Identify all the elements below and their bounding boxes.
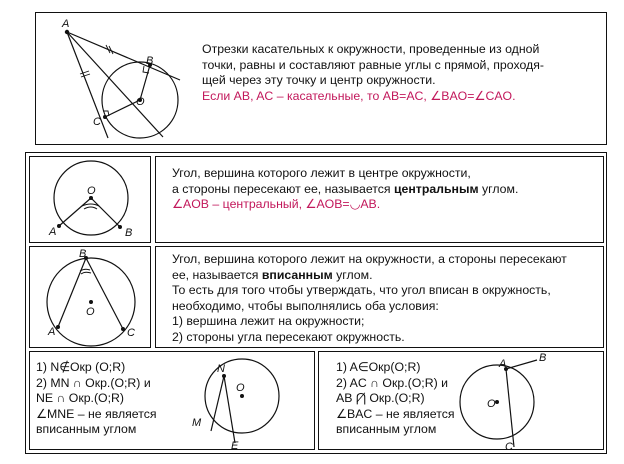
inscribed-line-2 bbox=[172, 268, 567, 284]
inscribed-line-6: 2) стороны угла пересекают окружность. bbox=[172, 329, 405, 344]
inscribed-line-5: 1) вершина лежит на окружности; bbox=[172, 314, 365, 328]
left-label-n: N bbox=[217, 363, 225, 375]
central-line-2-post: углом. bbox=[478, 181, 519, 196]
label-c: C bbox=[93, 116, 101, 128]
right-label-o: O bbox=[487, 398, 496, 410]
right-example-line-3: AB ⋂̸ Окр.(O;R) bbox=[336, 391, 425, 405]
inscribed-angle-diagram bbox=[29, 246, 151, 348]
tangent-formula: Если AB, AC – касательные, то AB=AC, ∠BAO=∠CAO. bbox=[202, 88, 516, 103]
central-angle-diagram bbox=[29, 156, 151, 243]
label-b: B bbox=[146, 55, 154, 67]
right-example-line-4: ∠BAC – не является bbox=[336, 406, 455, 421]
inscribed-line-1: Угол, вершина которого лежит на окружности, а стороны пересекают bbox=[172, 252, 567, 266]
left-example-line-4: ∠MNE – не является bbox=[36, 406, 157, 421]
central-text bbox=[172, 166, 518, 213]
left-label-m: M bbox=[192, 417, 202, 429]
right-example-diagram bbox=[455, 351, 595, 453]
left-example-text bbox=[36, 360, 157, 438]
inscribed-label-o: O bbox=[86, 306, 95, 318]
right-example-line-5: вписанным углом bbox=[336, 422, 437, 436]
inscribed-line-4: необходимо, чтобы выполнялись оба условия: bbox=[172, 298, 439, 313]
right-example-line-1: 1) A∈Окр(O;R) bbox=[336, 360, 421, 374]
central-label-b: B bbox=[125, 227, 133, 239]
tangent-text bbox=[202, 42, 544, 104]
inscribed-text bbox=[172, 252, 567, 345]
left-example-diagram bbox=[180, 351, 310, 450]
central-label-o: O bbox=[87, 185, 96, 197]
inscribed-line-2-post: углом. bbox=[332, 267, 373, 282]
right-example-text bbox=[336, 360, 455, 438]
inscribed-label-a: A bbox=[48, 326, 56, 338]
central-formula: ∠AOB – центральный, ∠AOB=◡AB. bbox=[172, 197, 381, 211]
left-example-line-3: NE ∩ Окр.(O;R) bbox=[36, 391, 125, 405]
tangent-line-1: Отрезки касательных к окружности, проведенные из одной bbox=[202, 42, 540, 56]
left-label-e: E bbox=[231, 440, 239, 452]
tangent-line-2: точки, равны и составляют равные углы с прямой, проходя- bbox=[202, 57, 544, 72]
left-example-line-5: вписанным углом bbox=[36, 422, 137, 436]
right-label-b: B bbox=[539, 352, 547, 364]
inscribed-line-3: То есть для того чтобы утверждать, что угол вписан в окружность, bbox=[172, 283, 551, 297]
tangent-line-3: щей через эту точку и центр окружности. bbox=[202, 73, 436, 87]
right-example-line-2: 2) AC ∩ Окр.(O;R) и bbox=[336, 375, 448, 390]
right-label-a: A bbox=[499, 358, 507, 370]
left-example-line-2: 2) MN ∩ Окр.(O;R) и bbox=[36, 375, 151, 390]
central-label-a: A bbox=[49, 226, 57, 238]
label-o: O bbox=[136, 96, 145, 108]
left-example-line-1: 1) N∉Окр (O;R) bbox=[36, 360, 126, 374]
label-a: A bbox=[62, 18, 70, 30]
central-term: центральным bbox=[393, 181, 479, 196]
inscribed-term: вписанным bbox=[261, 267, 333, 282]
left-label-o: O bbox=[236, 382, 245, 394]
inscribed-label-c: C bbox=[127, 327, 135, 339]
inscribed-label-b: B bbox=[79, 248, 87, 260]
inscribed-line-2-pre: ее, называется bbox=[172, 267, 262, 282]
right-label-c: C bbox=[505, 441, 513, 453]
central-line-2-pre: а стороны пересекают ее, называется bbox=[172, 181, 394, 196]
central-line-1: Угол, вершина которого лежит в центре окружности, bbox=[172, 166, 471, 180]
tangent-diagram bbox=[35, 12, 210, 145]
central-line-2 bbox=[172, 182, 518, 198]
